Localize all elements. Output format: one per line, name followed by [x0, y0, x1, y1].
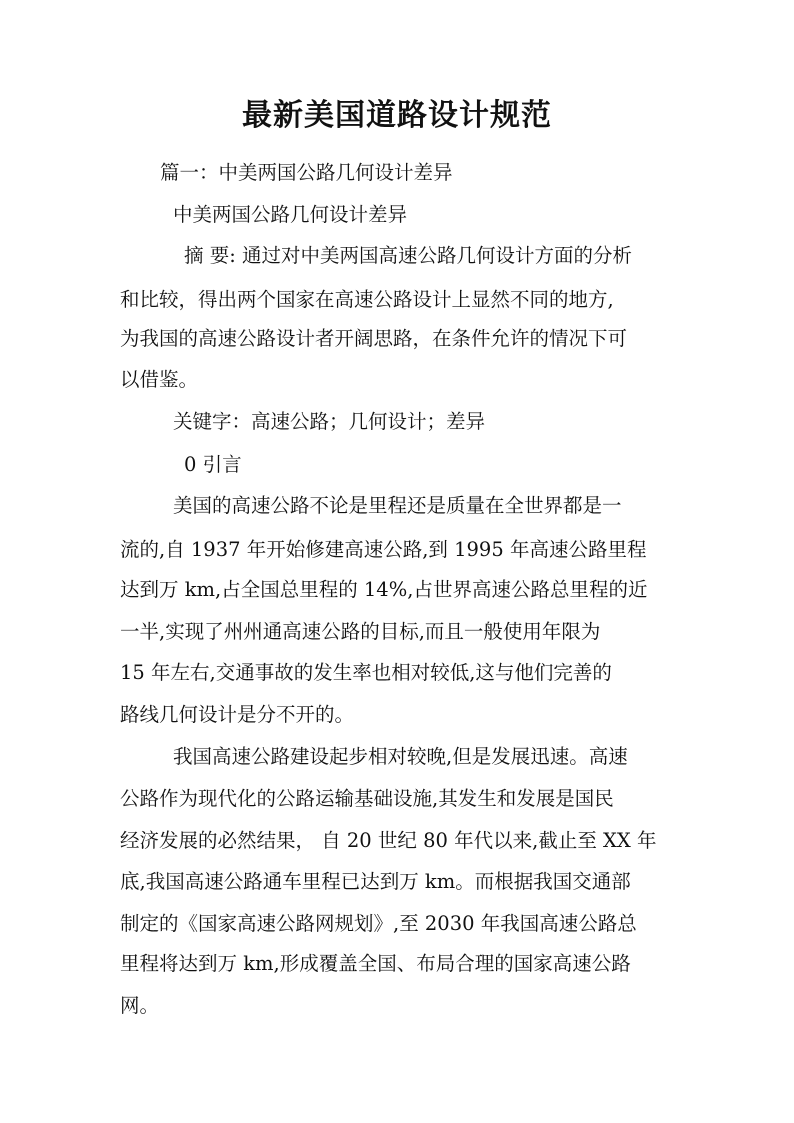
- intro-heading: 0 引言: [184, 453, 242, 476]
- paragraph1-line: 15 年左右,交通事故的发生率也相对较低,这与他们完善的: [120, 661, 612, 684]
- paragraph2-line: 我国高速公路建设起步相对较晚,但是发展迅速。高速: [173, 745, 628, 768]
- paragraph1-line: 达到万 km,占全国总里程的 14%,占世界高速公路总里程的近: [120, 578, 648, 601]
- abstract-line: 以借鉴。: [120, 368, 199, 391]
- paragraph2-line: 里程将达到万 km,形成覆盖全国、布局合理的国家高速公路: [120, 952, 631, 975]
- paragraph2-line: 经济发展的必然结果， 自 20 世纪 80 年代以来,截止至 XX 年: [120, 829, 657, 852]
- document-title: 最新美国道路设计规范: [242, 98, 552, 133]
- abstract-line: 摘 要: 通过对中美两国高速公路几何设计方面的分析: [184, 244, 632, 267]
- section-heading: 篇一：中美两国公路几何设计差异: [160, 161, 453, 184]
- paragraph2-line: 制定的《国家高速公路网规划》,至 2030 年我国高速公路总: [120, 912, 637, 935]
- keywords-line: 关键字：高速公路；几何设计；差异: [173, 410, 486, 433]
- paragraph2-line: 公路作为现代化的公路运输基础设施,其发生和发展是国民: [120, 787, 614, 810]
- abstract-line: 和比较，得出两个国家在高速公路设计上显然不同的地方,: [120, 288, 614, 311]
- paragraph1-line: 美国的高速公路不论是里程还是质量在全世界都是一: [173, 494, 622, 517]
- paragraph2-line: 网。: [120, 994, 160, 1017]
- paragraph1-line: 一半,实现了州州通高速公路的目标,而且一般使用年限为: [120, 620, 601, 643]
- paragraph1-line: 路线几何设计是分不开的。: [120, 703, 355, 726]
- subtitle: 中美两国公路几何设计差异: [173, 203, 408, 226]
- abstract-line: 为我国的高速公路设计者开阔思路，在条件允许的情况下可: [120, 327, 628, 350]
- paragraph1-line: 流的,自 1937 年开始修建高速公路,到 1995 年高速公路里程: [120, 538, 647, 561]
- paragraph2-line: 底,我国高速公路通车里程已达到万 km。而根据我国交通部: [120, 870, 631, 893]
